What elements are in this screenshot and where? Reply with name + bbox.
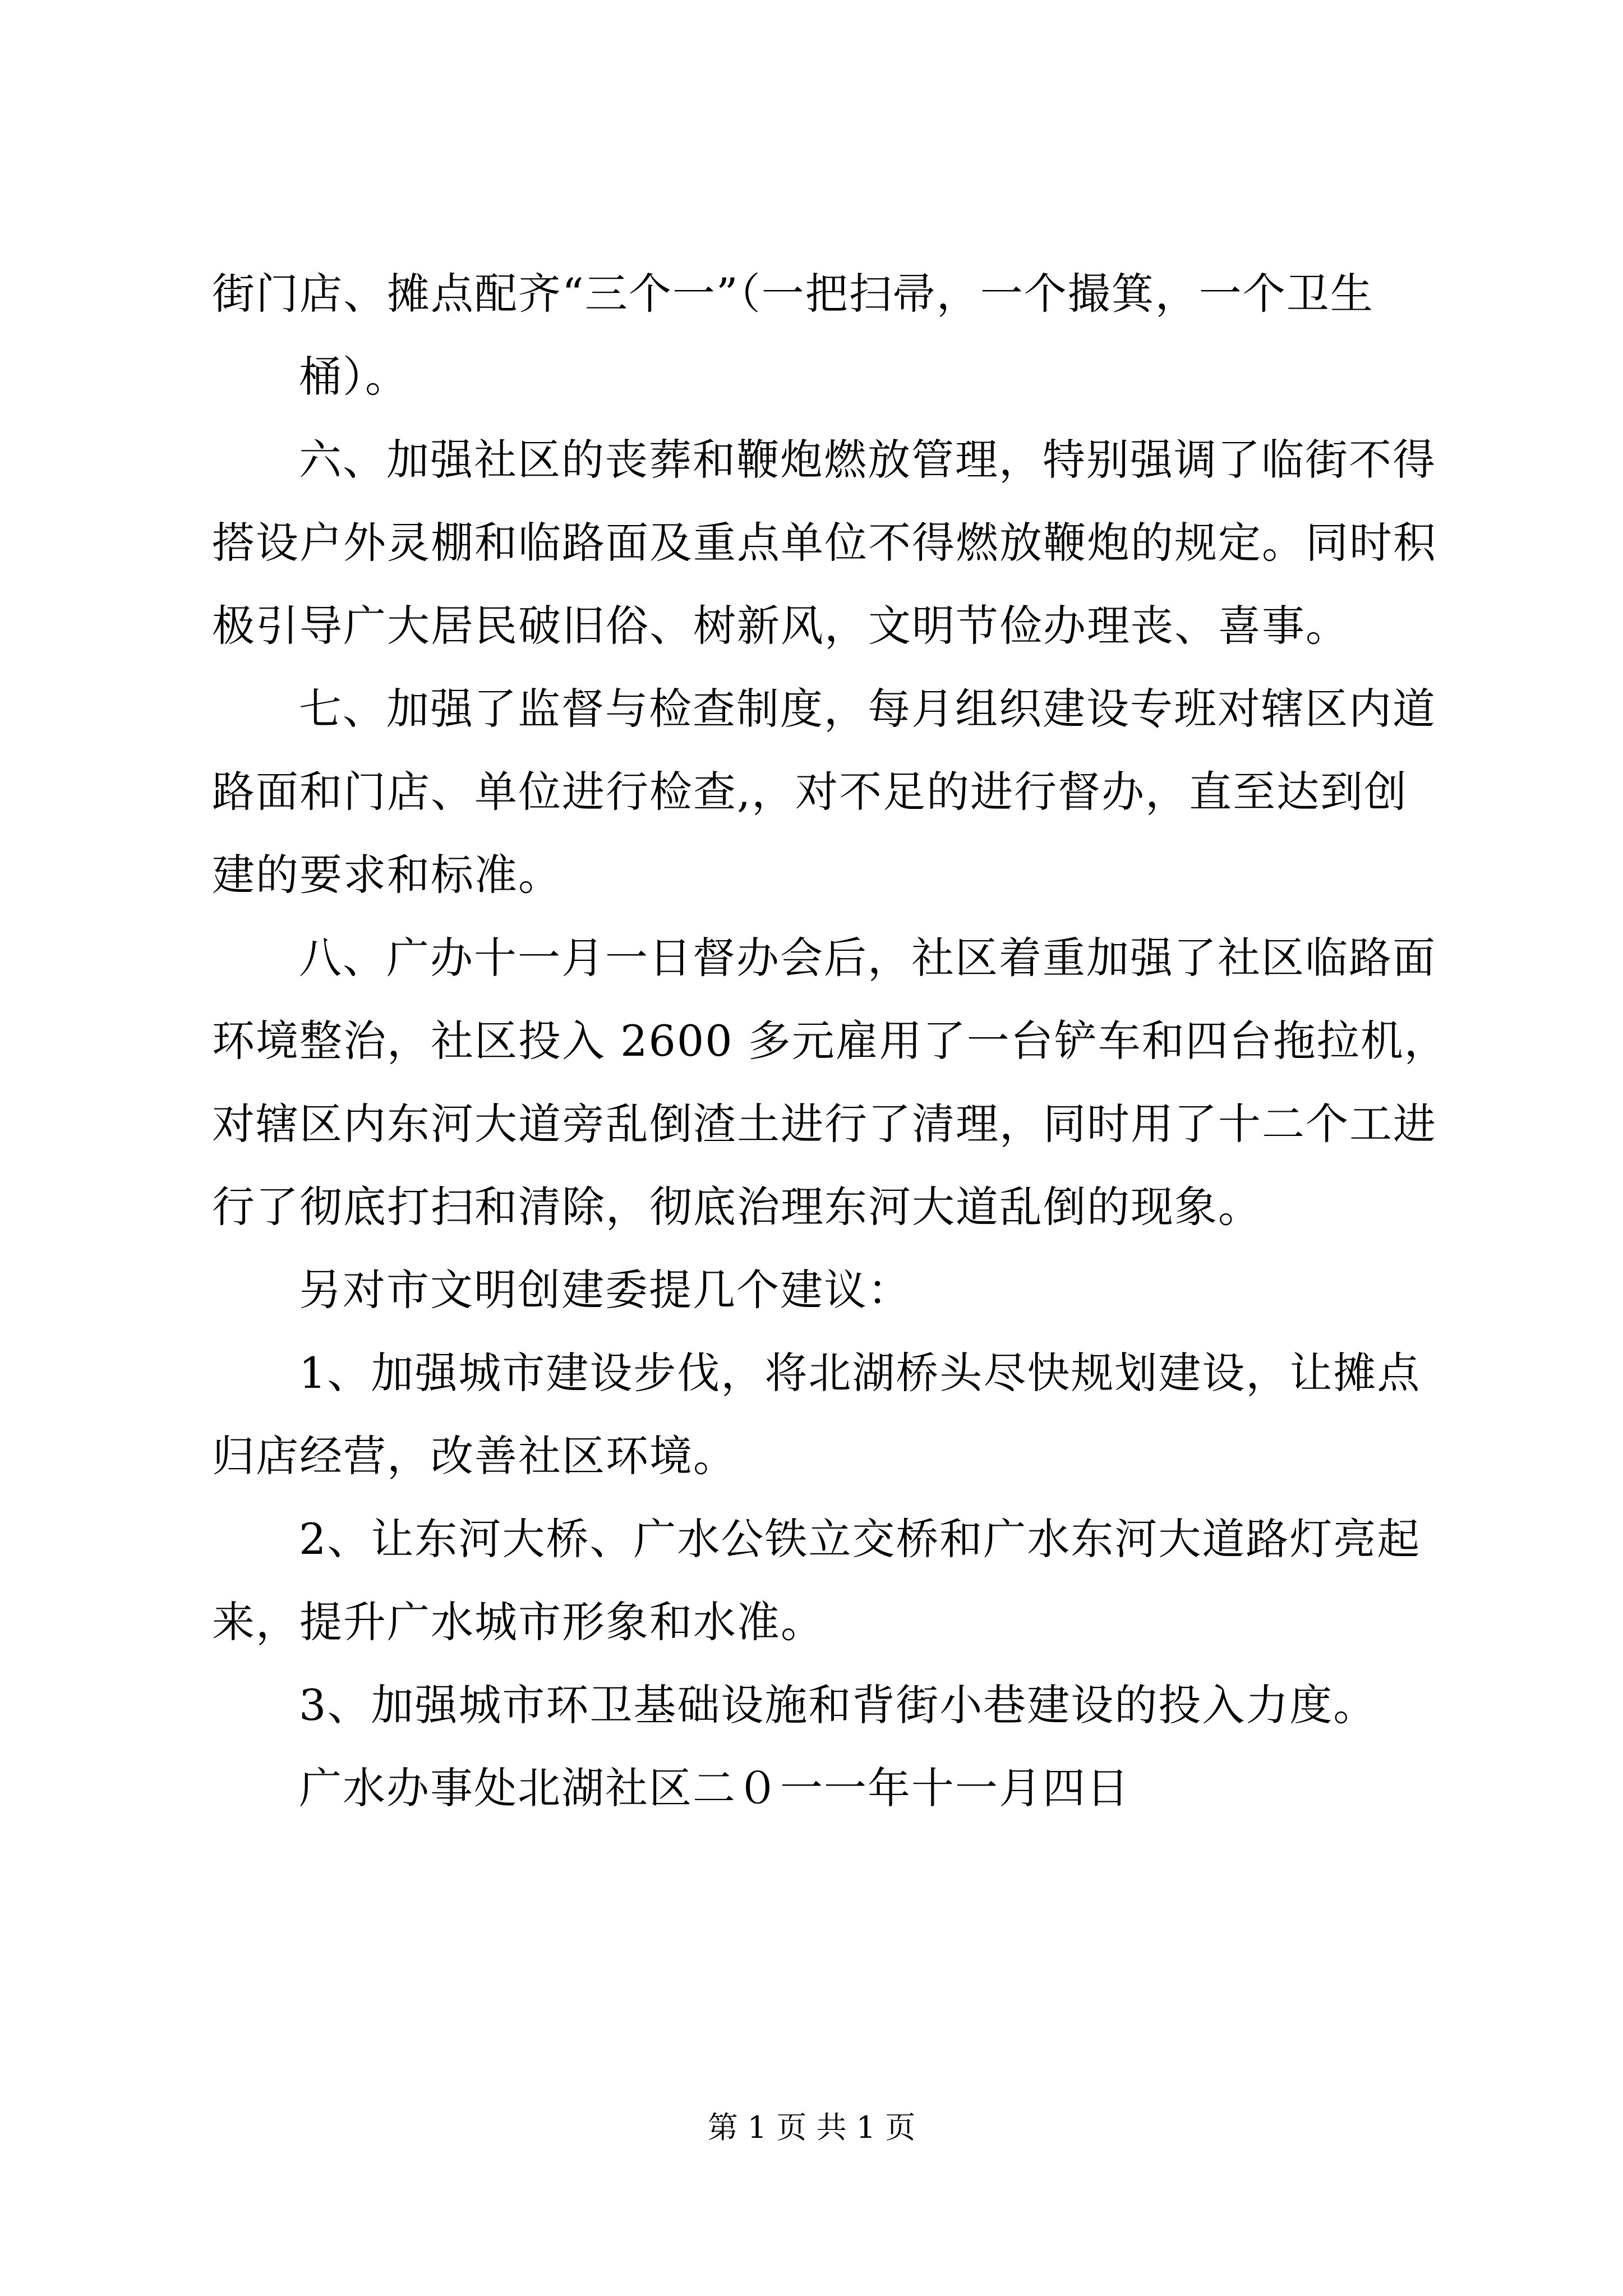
text-line: 环境整治，社区投入 2600 多元雇用了一台铲车和四台拖拉机， [212,1016,1448,1066]
text-line: 行了彻底打扫和清除，彻底治理东河大道乱倒的现象。 [212,1182,1262,1232]
signature-date-line: 广水办事处北湖社区二０一一年十一月四日 [299,1763,1130,1813]
text-line: 来，提升广水城市形象和水准。 [212,1597,824,1647]
text-line: 街门店、摊点配齐“三个一”（一把扫帚，一个撮箕，一个卫生 [212,269,1374,319]
text-line: 七、加强了监督与检查制度，每月组织建设专班对辖区内道 [299,684,1436,734]
text-line: 2、让东河大桥、广水公铁立交桥和广水东河大道路灯亮起 [299,1514,1421,1564]
text-line: 对辖区内东河大道旁乱倒渣土进行了清理，同时用了十二个工进 [212,1099,1437,1149]
text-line: 另对市文明创建委提几个建议： [299,1265,911,1315]
document-body [212,252,1448,1830]
text-line: 3、加强城市环卫基础设施和背街小巷建设的投入力度。 [299,1680,1377,1730]
text-line: 六、加强社区的丧葬和鞭炮燃放管理，特别强调了临街不得 [299,435,1436,485]
text-line: 归店经营，改善社区环境。 [212,1431,737,1481]
text-line: 八、广办十一月一日督办会后，社区着重加强了社区临路面 [299,933,1436,983]
text-line: 搭设户外灵棚和临路面及重点单位不得燃放鞭炮的规定。同时积 [212,518,1437,568]
text-line: 建的要求和标准。 [212,850,562,900]
text-line: 极引导广大居民破旧俗、树新风，文明节俭办理丧、喜事。 [212,601,1349,651]
text-line: 1、加强城市建设步伐，将北湖桥头尽快规划建设，让摊点 [299,1348,1421,1398]
page-footer: 第 1 页 共 1 页 [707,2110,916,2145]
text-line: 路面和门店、单位进行检查,，对不足的进行督办，直至达到创 [212,767,1408,817]
text-line: 桶）。 [299,352,409,402]
